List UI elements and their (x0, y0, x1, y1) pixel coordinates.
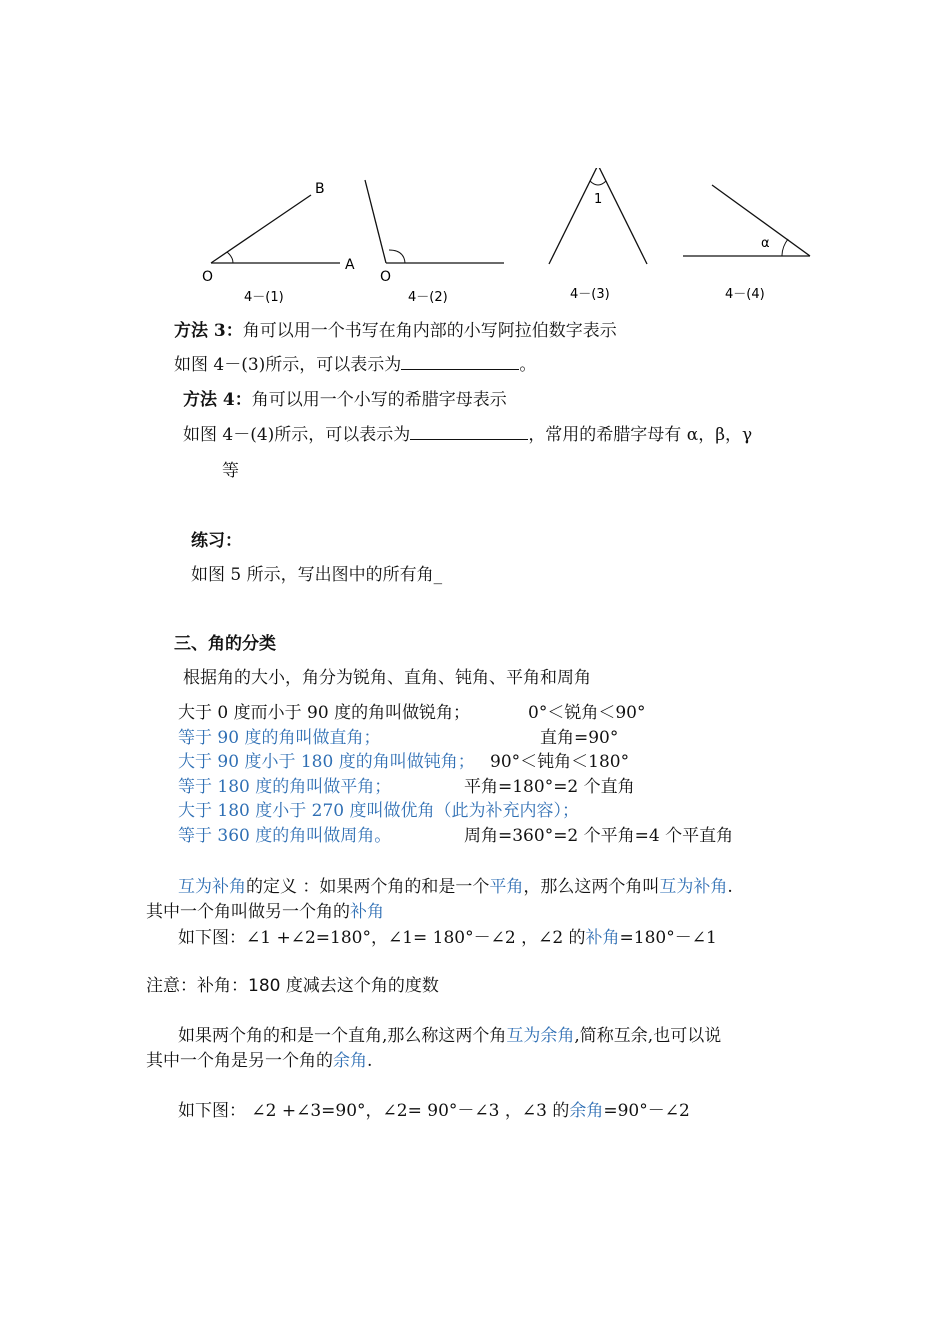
label-b: B (315, 181, 325, 197)
row-obtuse-def: 大于 90 度小于 180 度的角叫做钝角； (178, 752, 475, 772)
method3-label: 方法 3： (174, 321, 243, 341)
complement-line1: 如果两个角的和是一个直角,那么称这两个角互为余角,简称互余,也可以说 (178, 1026, 722, 1046)
row-full-formula: 周角=360°=2 个平角=4 个平直角 (464, 826, 734, 846)
row-straight-formula: 平角=180°=2 个直角 (464, 777, 635, 797)
row-acute-formula: 0°＜锐角＜90° (528, 703, 646, 723)
method4-cont: 等 (222, 461, 239, 481)
method3-text: 角可以用一个书写在角内部的小写阿拉伯数字表示 (242, 321, 617, 341)
supplement-line2: 其中一个角叫做另一个角的补角 (146, 902, 384, 922)
caption-4-1: 4－(1) (244, 290, 284, 305)
row-full-def: 等于 360 度的角叫做周角。 (178, 826, 392, 846)
answer-blank-4[interactable] (410, 424, 528, 440)
mark-1: 1 (594, 192, 603, 207)
figure-4-3 (549, 168, 647, 302)
label-a: A (345, 257, 355, 273)
note: 注意：补角：180 度减去这个角的度数 (146, 976, 439, 996)
caption-4-3: 4－(3) (570, 287, 610, 302)
method3-line (174, 320, 617, 342)
label-o2: O (380, 269, 392, 285)
figure-4-1 (202, 181, 355, 305)
label-o: O (202, 269, 214, 285)
figure-4-2 (365, 180, 504, 305)
method3-example: 如图 4－(3)所示，可以表示为 。 (174, 355, 537, 375)
method4-example: 如图 4－(4)所示，可以表示为 ，常用的希腊字母有 α，β，γ (183, 425, 753, 445)
caption-4-2: 4－(2) (408, 290, 448, 305)
row-reflex-def: 大于 180 度小于 270 度叫做优角（此为补充内容）； (178, 801, 580, 821)
row-straight-def: 等于 180 度的角叫做平角； (178, 777, 392, 797)
method4-line (183, 389, 507, 411)
caption-4-4: 4－(4) (725, 287, 765, 302)
practice-label: 练习： (191, 531, 242, 551)
row-right-def: 等于 90 度的角叫做直角； (178, 728, 381, 748)
practice-text: 如图 5 所示，写出图中的所有角_ (191, 565, 443, 585)
complement-line2: 其中一个角是另一个角的余角. (146, 1051, 373, 1071)
supplement-line1: 互为补角的定义 ：如果两个角的和是一个平角，那么这两个角叫互为补角. (178, 877, 733, 897)
method4-label: 方法 4： (183, 390, 252, 410)
row-obtuse-formula: 90°＜钝角＜180° (490, 752, 630, 772)
supplement-example: 如下图：∠1 +∠2=180°，∠1= 180°－∠2 ，∠2 的补角=180°－∠1 (178, 928, 717, 948)
mark-alpha: α (761, 236, 770, 251)
complement-example: 如下图： ∠2 +∠3=90°，∠2= 90°－∠3 ，∠3 的余角=90°－∠2 (178, 1101, 690, 1121)
answer-blank-3[interactable] (401, 354, 519, 370)
method4-text: 角可以用一个小写的希腊字母表示 (251, 390, 507, 410)
angle-figures (190, 168, 830, 313)
row-right-formula: 直角=90° (540, 728, 619, 748)
figure-4-4 (683, 185, 810, 302)
section3-intro: 根据角的大小，角分为锐角、直角、钝角、平角和周角 (183, 668, 591, 688)
row-acute-def: 大于 0 度而小于 90 度的角叫做锐角； (178, 703, 471, 723)
section3-title: 三、角的分类 (174, 634, 276, 654)
